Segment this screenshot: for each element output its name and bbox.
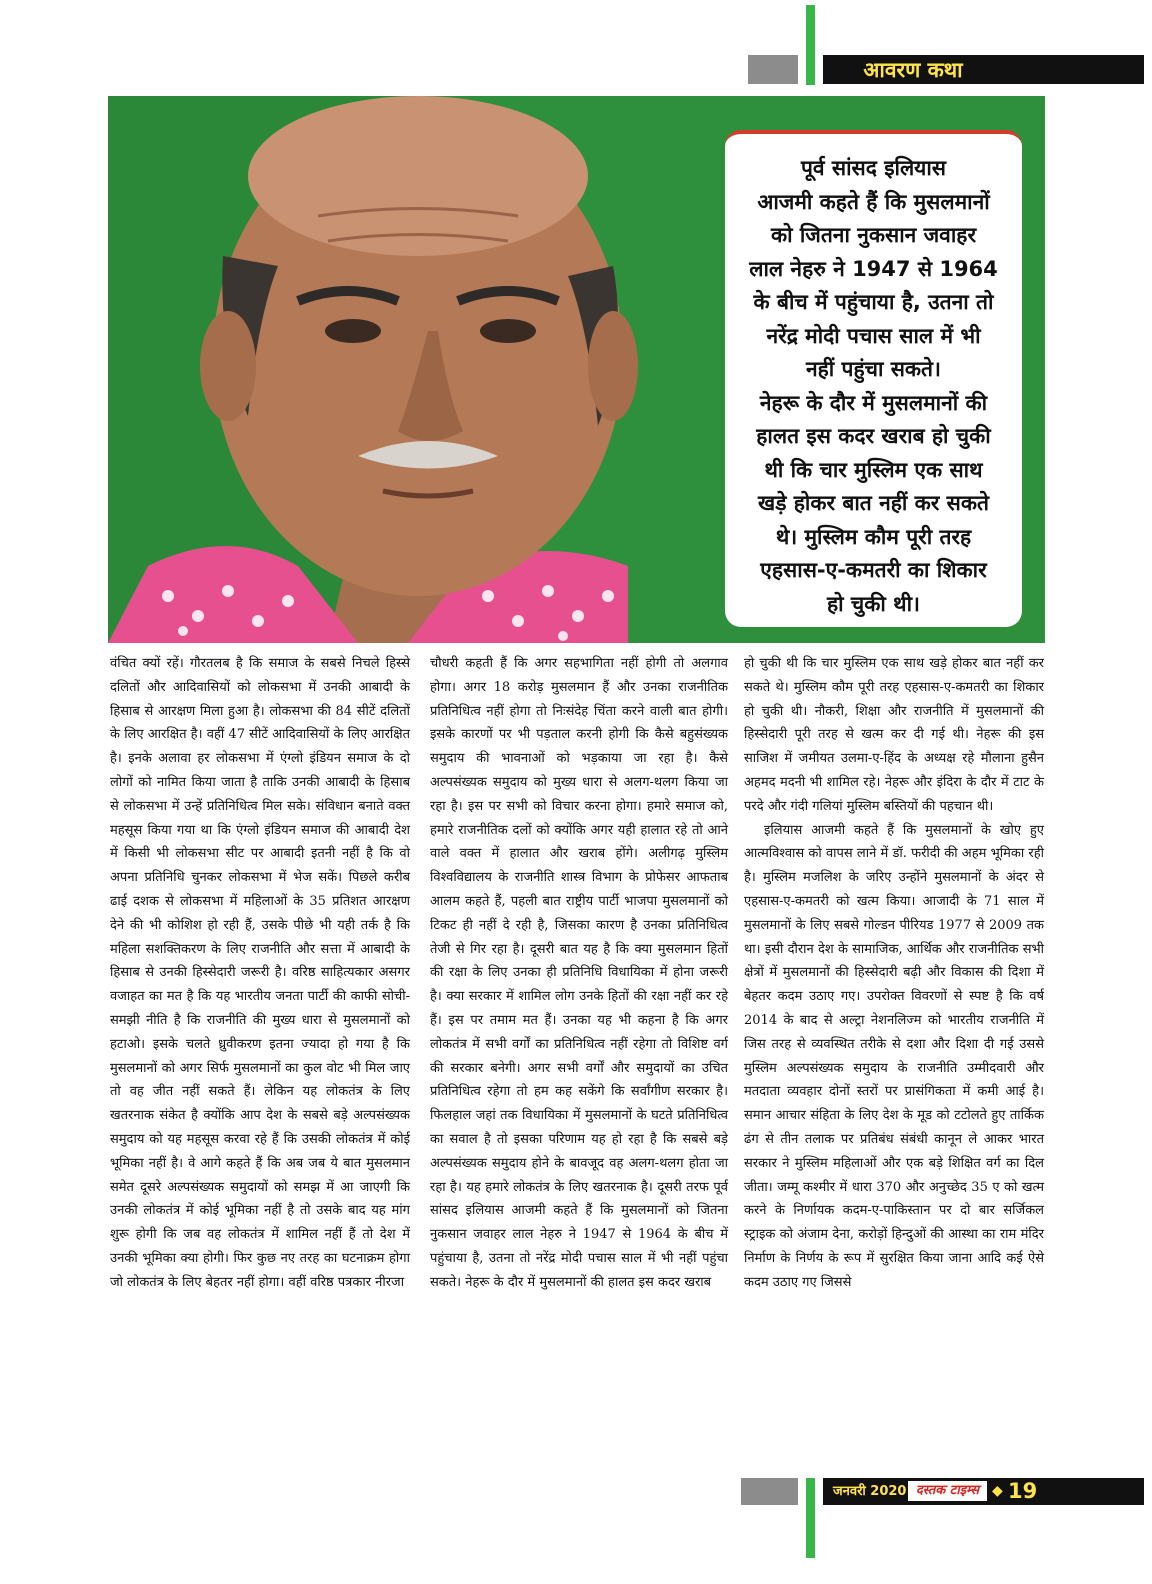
quote-line: नेहरू के दौर में मुसलमानों की xyxy=(759,390,988,415)
header-gray-block xyxy=(748,55,798,84)
quote-line: नहीं पहुंचा सकते। xyxy=(806,357,941,381)
article-column-1 xyxy=(110,652,410,1295)
quote-line: आजमी कहते हैं कि मुसलमानों xyxy=(757,189,990,214)
footer-separator: ◆ xyxy=(992,1483,1003,1499)
column-text: चौधरी कहती हैं कि अगर सहभागिता नहीं होगी तो अलगाव होगा। अगर 18 करोड़ मुसलमान हैं और उनका राजनीतिक प्रतिनिधित्व नहीं होगा तो निःसंदेह चिंता करने वाली बात होगी। इसके कारणों पर भी पड़ताल करनी होगी कि कैसे बहुसंख्यक समुदाय की भावनाओं को भड़काया जा रहा है। कैसे अल्पसंख्यक समुदाय को मुख्य धारा से अलग-थलग किया जा रहा है। इस पर सभी को विचार करना होगा। हमारे समाज को, हमारे राजनीतिक दलों को क्योंकि अगर यही हालात रहे तो आने वाले वक्त में हालात और खराब होंगे। अलीगढ़ मुस्लिम विश्वविद्यालय के राजनीति शास्त्र विभाग के प्रोफेसर आफताब आलम कहते हैं, पहली बात राष्ट्रीय पार्टी भाजपा मुसलमानों को टिकट ही नहीं दे रही है, जिसका कारण है उनका प्रतिनिधित्व तेजी से गिर रहा है। दूसरी बात यह है कि क्या मुसलमान हितों की रक्षा के लिए उनका ही प्रतिनिधि विधायिका में होना जरूरी है। क्या सरकार में शामिल लोग उनके हितों की रक्षा नहीं कर रहे हैं। इस पर तमाम मत हैं। उनका यह भी कहना है कि अगर लोकतंत्र में सभी वर्गों का प्रतिनिधित्व नहीं रहेगा तो विशिष्ट वर्ग की सरकार बनेगी। अगर सभी वर्गों और समुदायों का उचित प्रतिनिधित्व रहेगा तो हम कह सकेंगे कि सर्वांगीण सरकार है। फिलहाल जहां तक विधायिका में मुसलमानों के घटते प्रतिनिधित्व का सवाल है तो इसका परिणाम यह हो रहा है कि सबसे बड़े अल्पसंख्यक समुदाय होने के बावजूद वह अलग-थलग होता जा रहा है। यह हमारे लोकतंत्र के लिए खतरनाक है। दूसरी तरफ पूर्व सांसद इलियास आजमी कहते हैं कि मुसलमानों को जितना नुकसान जवाहर लाल नेहरु ने 1947 से 1964 के बीच में पहुंचाया है, उतना तो नरेंद्र मोदी पचास साल में भी नहीं पहुंचा सकते। नेहरू के दौर में मुसलमानों की हालत इस कदर खराब xyxy=(430,656,728,1290)
article-column-2 xyxy=(430,652,728,1295)
header-green-divider xyxy=(806,5,815,85)
quote-line: को जितना नुकसान जवाहर xyxy=(770,223,977,247)
quote-line: लाल नेहरु ने 1947 से 1964 xyxy=(749,256,998,281)
quote-line: एहसास-ए-कमतरी का शिकार xyxy=(760,558,987,582)
column-paragraph: इलियास आजमी कहते हैं कि मुसलमानों के खोए हुए आत्मविश्वास को वापस लाने में डॉ. फरीदी की अहम भूमिका रही है। मुस्लिम मजलिश के जरिए उन्होंने मुसलमानों के अंदर से एहसास-ए-कमतरी को खत्म किया। आजादी के 71 साल में मुसलमानों के लिए सबसे गोल्डन पीरियड 1977 से 2009 तक था। इसी दौरान देश के सामाजिक, आर्थिक और राजनीतिक सभी क्षेत्रों में मुसलमानों की हिस्सेदारी बढ़ी और विकास की दिशा में बेहतर कदम उठाए गए। उपरोक्त विवरणों से स्पष्ट है कि वर्ष 2014 के बाद से अल्ट्रा नेशनलिज्म को भारतीय राजनीति में जिस तरह से व्यवस्थित तरीके से दशा और दिशा दी गई उससे मुस्लिम अल्पसंख्यक समुदाय के राजनीति उम्मीदवारी और मतदाता व्यवहार दोनों स्तरों पर प्रासंगिकता में कमी आई है। समान आचार संहिता के लिए देश के मूड को टटोलते हुए तार्किक ढंग से तीन तलाक पर प्रतिबंध संबंधी कानून ले आकर भारत सरकार ने मुस्लिम महिलाओं और एक बड़े शिक्षित वर्ग का दिल जीता। जम्मू कश्मीर में धारा 370 और अनुच्छेद 35 ए को खत्म करने के निर्णायक कदम-ए-पाकिस्तान पर दो बार सर्जिकल स्ट्राइक को अंजाम देना, करोड़ों हिन्दुओं की आस्था का राम मंदिर निर्माण के निर्णय के रूप में सुरक्षित किया जाना आदि कई ऐसे कदम उठाए गए जिससे xyxy=(744,822,1044,1290)
article-column-3 xyxy=(744,652,1044,1295)
pull-quote xyxy=(725,130,1022,627)
quote-line: के बीच में पहुंचाया है, उतना तो xyxy=(753,290,994,314)
footer-green-divider xyxy=(806,1478,815,1558)
section-label: आवरण कथा xyxy=(863,58,963,82)
magazine-logo: दस्तक टाइम्स xyxy=(908,1481,987,1501)
footer-gray-block xyxy=(741,1478,798,1505)
issue-date: जनवरी 2020 xyxy=(833,1484,907,1499)
column-paragraph: हो चुकी थी कि चार मुस्लिम एक साथ खड़े होकर बात नहीं कर सकते थे। मुस्लिम कौम पूरी तरह एहसास-ए-कमतरी का शिकार हो चुकी थी। नौकरी, शिक्षा और राजनीति में मुसलमानों की हिस्सेदारी पूरी तरह से खत्म कर दी गई थी। नेहरू की इस साजिश में जमीयत उलमा-ए-हिंद के अध्यक्ष रहे मौलाना हुसैन अहमद मदनी भी शामिल रहे। नेहरू और इंदिरा के दौर में टाट के परदे और गंदी गलियां मुस्लिम बस्तियों की पहचान थी। xyxy=(744,656,1044,814)
quote-line: थी कि चार मुस्लिम एक साथ xyxy=(764,457,983,482)
quote-line: पूर्व सांसद इलियास xyxy=(800,156,946,180)
quote-line: थे। मुस्लिम कौम पूरी तरह xyxy=(775,524,972,549)
quote-line: खड़े होकर बात नहीं कर सकते xyxy=(758,491,989,515)
quote-line: हालत इस कदर खराब हो चुकी xyxy=(756,424,991,448)
page-number: 19 xyxy=(1008,1479,1038,1503)
quote-line: नरेंद्र मोदी पचास साल में भी xyxy=(766,323,981,348)
quote-line: हो चुकी थी। xyxy=(827,591,920,616)
column-text: वंचित क्यों रहें। गौरतलब है कि समाज के सबसे निचले हिस्से दलितों और आदिवासियों को लोकसभा में उनकी आबादी के हिसाब से आरक्षण मिला हुआ है। लोकसभा की 84 सीटें दलितों के लिए आरक्षित है। वहीं 47 सीटें आदिवासियों के लिए आरक्षित है। इनके अलावा हर लोकसभा में एंग्लो इंडियन समाज के दो लोगों को नामित किया जाता है ताकि उनकी आबादी के हिसाब से लोकसभा में उन्हें प्रतिनिधित्व मिल सके। संविधान बनाते वक्त महसूस किया गया था कि एंग्लो इंडियन समाज की आबादी देश में किसी भी लोकसभा सीट पर आबादी इतनी नहीं है कि वो अपना प्रतिनिधि चुनकर लोकसभा में भेज सकें। पिछले करीब ढाई दशक से लोकसभा में महिलाओं के 35 प्रतिशत आरक्षण देने की भी कोशिश हो रही हैं, उसके पीछे भी यही तर्क है कि महिला सशक्तिकरण के लिए राजनीति और सत्ता में आबादी के हिसाब से उनकी हिस्सेदारी जरूरी है। वरिष्ठ साहित्यकार असगर वजाहत का मत है कि यह भारतीय जनता पार्टी की काफी सोची-समझी नीति है कि राजनीति की मुख्य धारा से मुसलमानों को हटाओ। इसके चलते ध्रुवीकरण इतना ज्यादा हो गया है कि मुसलमानों को अगर सिर्फ मुसलमानों का कुल वोट भी मिल जाए तो वह जीत नहीं सकते हैं। लेकिन यह लोकतंत्र के लिए खतरनाक संकेत है क्योंकि आप देश के सबसे बड़े अल्पसंख्यक समुदाय को यह महसूस करवा रहे हैं कि उसकी लोकतंत्र में कोई भूमिका नहीं है। वे आगे कहते हैं कि अब जब ये बात मुसलमान समेत दूसरे अल्पसंख्यक समुदायों को समझ में आ जाएगी कि उनकी लोकतंत्र में कोई भूमिका नहीं है तो उसके बाद यह मांग शुरू होगी कि जब वह लोकतंत्र में शामिल नहीं हैं तो देश में उनकी भूमिका क्या होगी। फिर कुछ नए तरह का घटनाक्रम होगा जो लोकतंत्र के लिए बेहतर नहीं होगा। वहीं वरिष्ठ पत्रकार नीरजा xyxy=(110,656,410,1290)
